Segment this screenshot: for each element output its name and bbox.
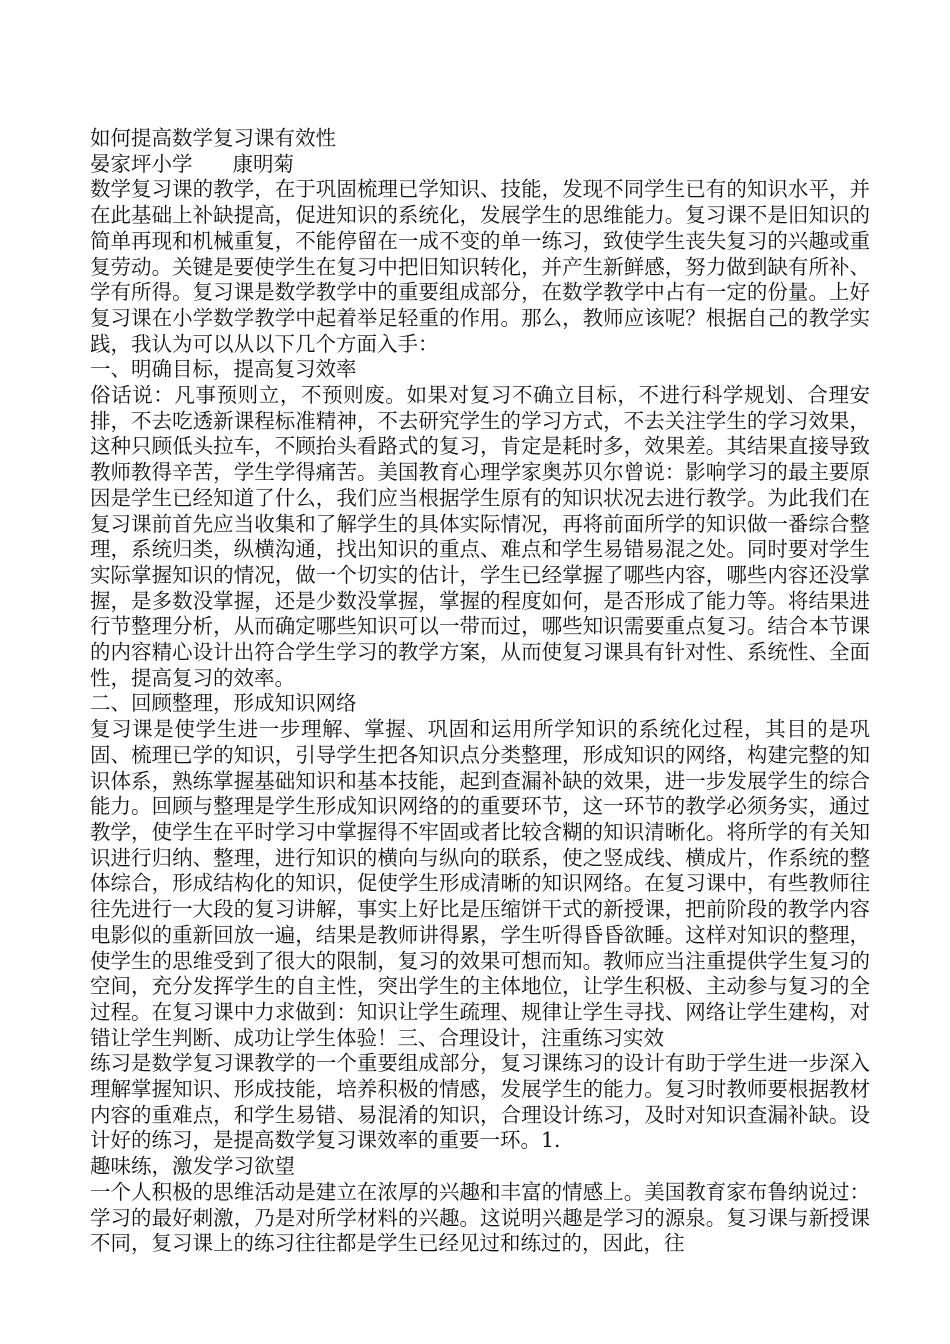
section-1-heading: 一、明确目标，提高复习效率 [90,357,357,382]
section-1-paragraph: 俗话说：凡事预则立，不预则废。如果对复习不确立目标，不进行科学规划、合理安排，不去吃透新课程标准精神，不去研究学生的学习方式，不去关注学生的学习效果，这种只顾低头拉车，不顾抬头看路式的复习，肯定是耗时多，效果差。其结果直接导致教师教得辛苦，学生学得痛苦。美国教育心理学家奥苏贝尔曾说：影响学习的最主要原因是学生已经知道了什么，我们应当根据学生原有的知识状况去进行教学。为此我们在复习课前首先应当收集和了解学生的具体实际情况，再将前面所学的知识做一番综合整理，系统归类，纵横沟通，找出知识的重点、难点和学生易错易混之处。同时要对学生实际掌握知识的情况，做一个切实的估计，学生已经掌握了哪些内容，哪些内容还没掌握，是多数没掌握，还是少数没掌握，掌握的程度如何，是否形成了能力等。将结果进行节整理分析，从而确定哪些知识可以一带而过，哪些知识需要重点复习。结合本节课的内容精心设计出符合学生学习的教学方案，从而使复习课具有针对性、系统性、全面性，提高复习的效率。 [90,383,870,690]
author-line [90,152,870,178]
author-name: 康明菊 [232,151,294,176]
section-3-paragraph: 练习是数学复习课教学的一个重要组成部分，复习课练习的设计有助于学生进一步深入理解掌握知识、形成技能，培养积极的情感，发展学生的能力。复习时教师要根据教材内容的重难点，和学生易错、易混淆的知识，合理设计练习，及时对知识查漏补缺。设计好的练习，是提高数学复习课效率的重要一环。1. [90,1051,870,1153]
subsection-1-heading: 趣味练，激发学习欲望 [90,1154,295,1179]
section-2-paragraph: 复习课是使学生进一步理解、掌握、巩固和运用所学知识的系统化过程，其目的是巩固、梳理已学的知识，引导学生把各知识点分类整理，形成知识的网络，构建完整的知识体系，熟练掌握基础知识和基本技能，起到查漏补缺的效果，进一步发展学生的综合能力。回顾与整理是学生形成知识网络的的重要环节，这一环节的教学必须务实，通过教学，使学生在平时学习中掌握得不牢固或者比较含糊的知识清晰化。将所学的有关知识进行归纳、整理，进行知识的横向与纵向的联系，使之竖成线、横成片，作系统的整体综合，形成结构化的知识，促使学生形成清晰的知识网络。在复习课中，有些教师往往先进行一大段的复习讲解，事实上好比是压缩饼干式的新授课，把前阶段的教学内容电影似的重新回放一遍，结果是教师讲得累，学生听得昏昏欲睡。这样对知识的整理，使学生的思维受到了很大的限制，复习的效果可想而知。教师应当注重提供学生复习的空间，充分发挥学生的自主性，突出学生的主体地位，让学生积极、主动参与复习的全过程。在复习课中力求做到：知识让学生疏理、规律让学生寻找、网络让学生建构，对错让学生判断、成功让学生体验！三、合理设计，注重练习实效 [90,717,870,1050]
section-2-heading: 二、回顾整理，形成知识网络 [90,691,357,716]
subsection-1-paragraph: 一个人积极的思维活动是建立在浓厚的兴趣和丰富的情感上。美国教育家布鲁纳说过：学习的最好刺激，乃是对所学材料的兴趣。这说明兴趣是学习的源泉。复习课与新授课不同，复习课上的练习往往都是学生已经见过和练过的，因此，往 [90,1179,870,1256]
intro-paragraph: 数学复习课的教学，在于巩固梳理已学知识、技能，发现不同学生已有的知识水平，并在此基础上补缺提高，促进知识的系统化，发展学生的思维能力。复习课不是旧知识的简单再现和机械重复，不能停留在一成不变的单一练习，致使学生丧失复习的兴趣或重复劳动。关键是要使学生在复习中把旧知识转化，并产生新鲜感，努力做到缺有所补、学有所得。复习课是数学教学中的重要组成部分，在数学教学中占有一定的份量。上好复习课在小学数学教学中起着举足轻重的作用。那么，教师应该呢？根据自己的教学实践，我认为可以从以下几个方面入手： [90,177,870,356]
document-page [90,126,870,1257]
author-school: 晏家坪小学 [90,151,193,176]
document-title: 如何提高数学复习课有效性 [90,126,336,150]
